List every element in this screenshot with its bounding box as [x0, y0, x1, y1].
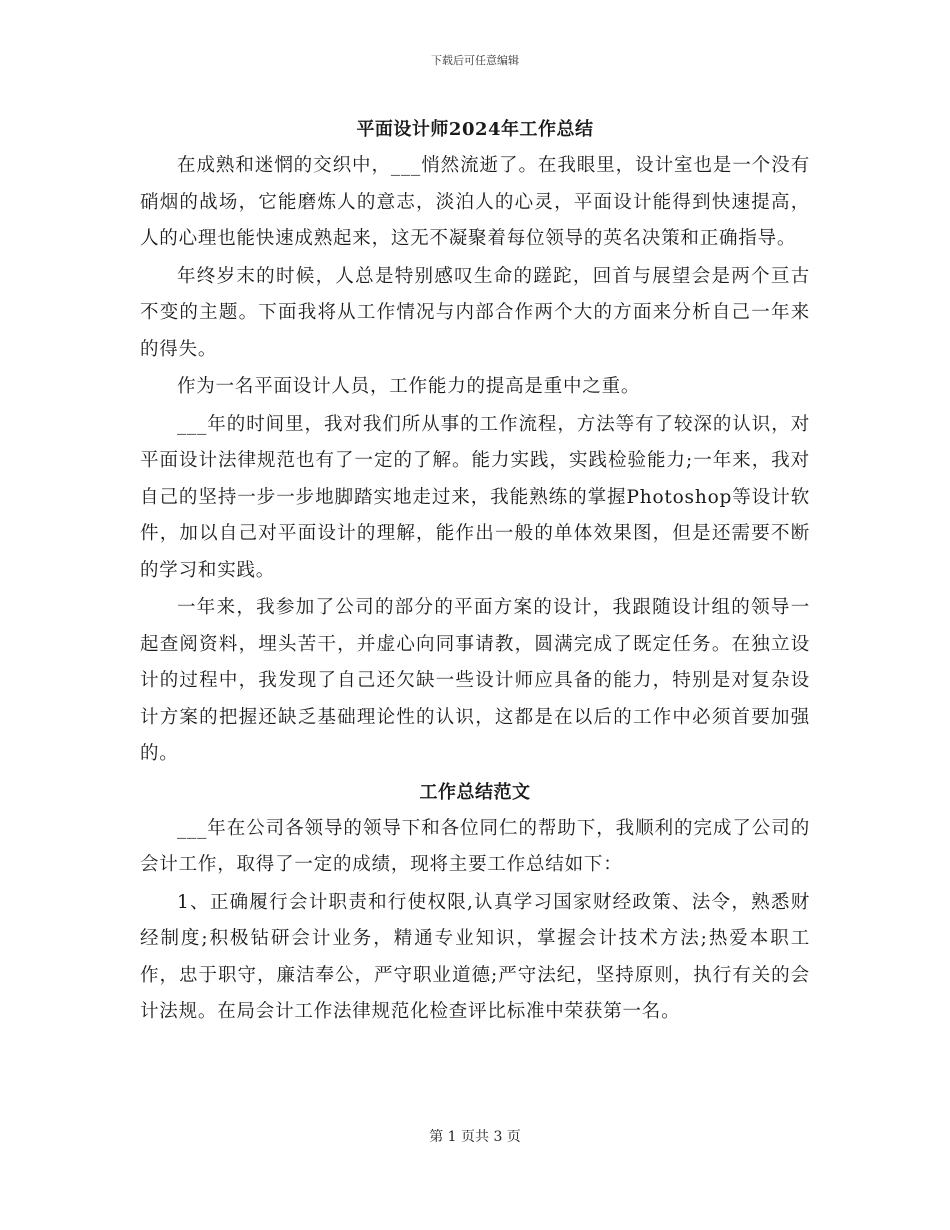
document-title: 平面设计师2024年工作总结 [356, 119, 594, 140]
paragraph: 一年来，我参加了公司的部分的平面方案的设计，我跟随设计组的领导一起查阅资料，埋头苦干，并虚心向同事请教，圆满完成了既定任务。在独立设计的过程中，我发现了自己还欠缺一些设计师应具备的能力，特别是对复杂设计方案的把握还缺乏基础理论性的认识，这都是在以后的工作中必须首要加强的。 [140, 597, 810, 764]
page-number: 第 1 页共 3 页 [429, 1129, 521, 1145]
paragraph: 1、正确履行会计职责和行使权限,认真学习国家财经政策、法令，熟悉财经制度;积极钻研会计业务，精通专业知识，掌握会计技术方法;热爱本职工作，忠于职守，廉洁奉公，严守职业道德;严守法纪，坚持原则，执行有关的会计法规。在局会计工作法律规范化检查评比标准中荣获第一名。 [140, 891, 810, 1022]
paragraph: 在成熟和迷惘的交织中，___悄然流逝了。在我眼里，设计室也是一个没有硝烟的战场，它能磨炼人的意志，淡泊人的心灵，平面设计能得到快速提高，人的心理也能快速成熟起来，这无不凝聚着每位领导的英名决策和正确指导。 [140, 155, 810, 249]
paragraph: 年终岁末的时候，人总是特别感叹生命的蹉跎，回首与展望会是两个亘古不变的主题。下面我将从工作情况与内部合作两个大的方面来分析自己一年来的得失。 [140, 265, 810, 360]
document-body [140, 112, 810, 1032]
paragraph: ___年的时间里，我对我们所从事的工作流程，方法等有了较深的认识，对平面设计法律规范也有了一定的了解。能力实践，实践检验能力;一年来，我对自己的坚持一步一步地脚踏实地走过来，我能熟练的掌握Photoshop等设计软件，加以自己对平面设计的理解，能作出一般的单体效果图，但是还需要不断的学习和实践。 [140, 413, 810, 581]
section-subtitle: 工作总结范文 [419, 781, 531, 803]
page-header-note: 下载后可任意编辑 [431, 54, 519, 67]
paragraph: ___年在公司各领导的领导下和各位同仁的帮助下，我顺利的完成了公司的会计工作，取得了一定的成绩，现将主要工作总结如下： [140, 817, 810, 875]
paragraph: 作为一名平面设计人员，工作能力的提高是重中之重。 [177, 376, 641, 397]
